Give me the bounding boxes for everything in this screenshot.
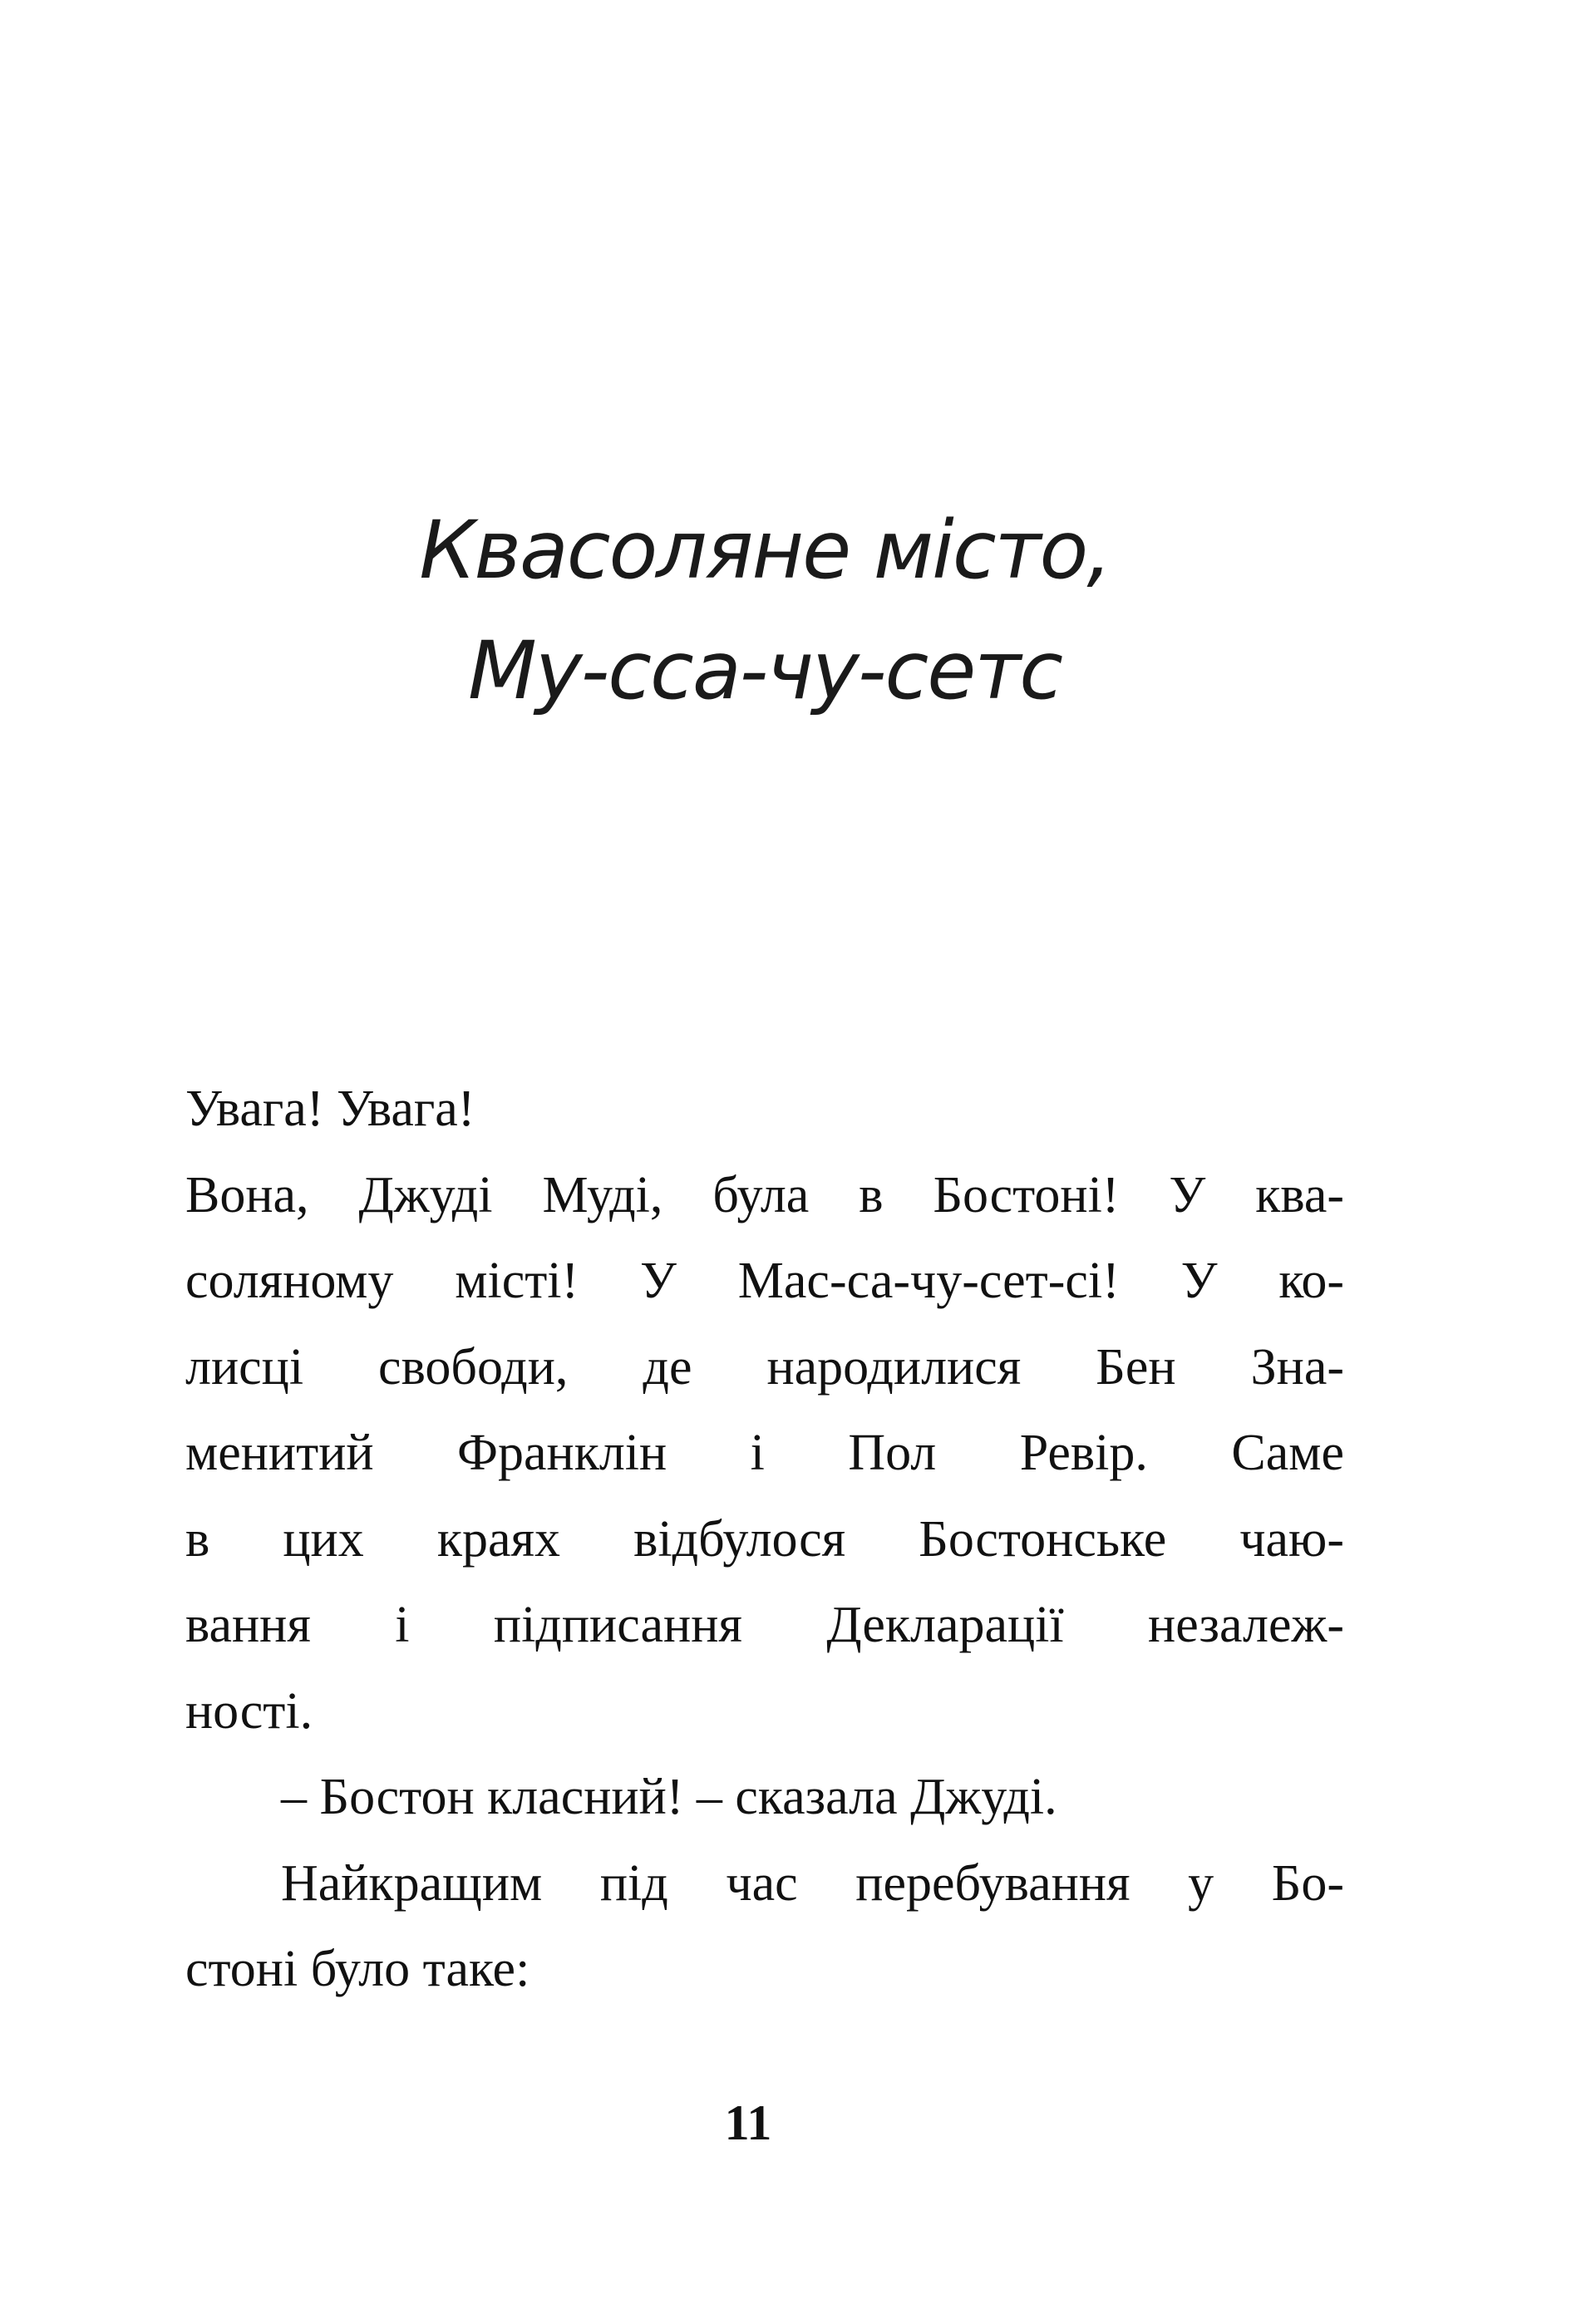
- dialogue-line: – Бостон класний! – сказала Джуді.: [281, 1769, 1057, 1825]
- text-line: вання і підписання Декларації незалеж-: [185, 1597, 1344, 1653]
- text-line: менитий Франклін і Пол Ревір. Саме: [185, 1425, 1344, 1481]
- text-line: стоні було таке:: [185, 1941, 530, 1997]
- chapter-title-line-1: Квасоляне місто,: [419, 504, 1111, 597]
- text-line: ності.: [185, 1682, 313, 1740]
- page-number: 11: [724, 2095, 772, 2150]
- text-line: Вона, Джуді Муді, була в Бостоні! У ква-: [185, 1166, 1344, 1223]
- text-line: Найкращим під час перебування у Бо-: [281, 1854, 1344, 1912]
- text-line: в цих краях відбулося Бостонське чаю-: [185, 1510, 1344, 1568]
- text-line: соляному місті! У Мас-са-чу-сет-сі! У ко-: [185, 1253, 1344, 1309]
- chapter-title-line-2: Му-сса-чу-сетс: [467, 624, 1062, 717]
- chapter-title: [0, 490, 1530, 731]
- body-text: [185, 1066, 1344, 2013]
- text-line: лисці свободи, де народилися Бен Зна-: [185, 1338, 1344, 1396]
- text-line: Увага! Увага!: [185, 1081, 475, 1137]
